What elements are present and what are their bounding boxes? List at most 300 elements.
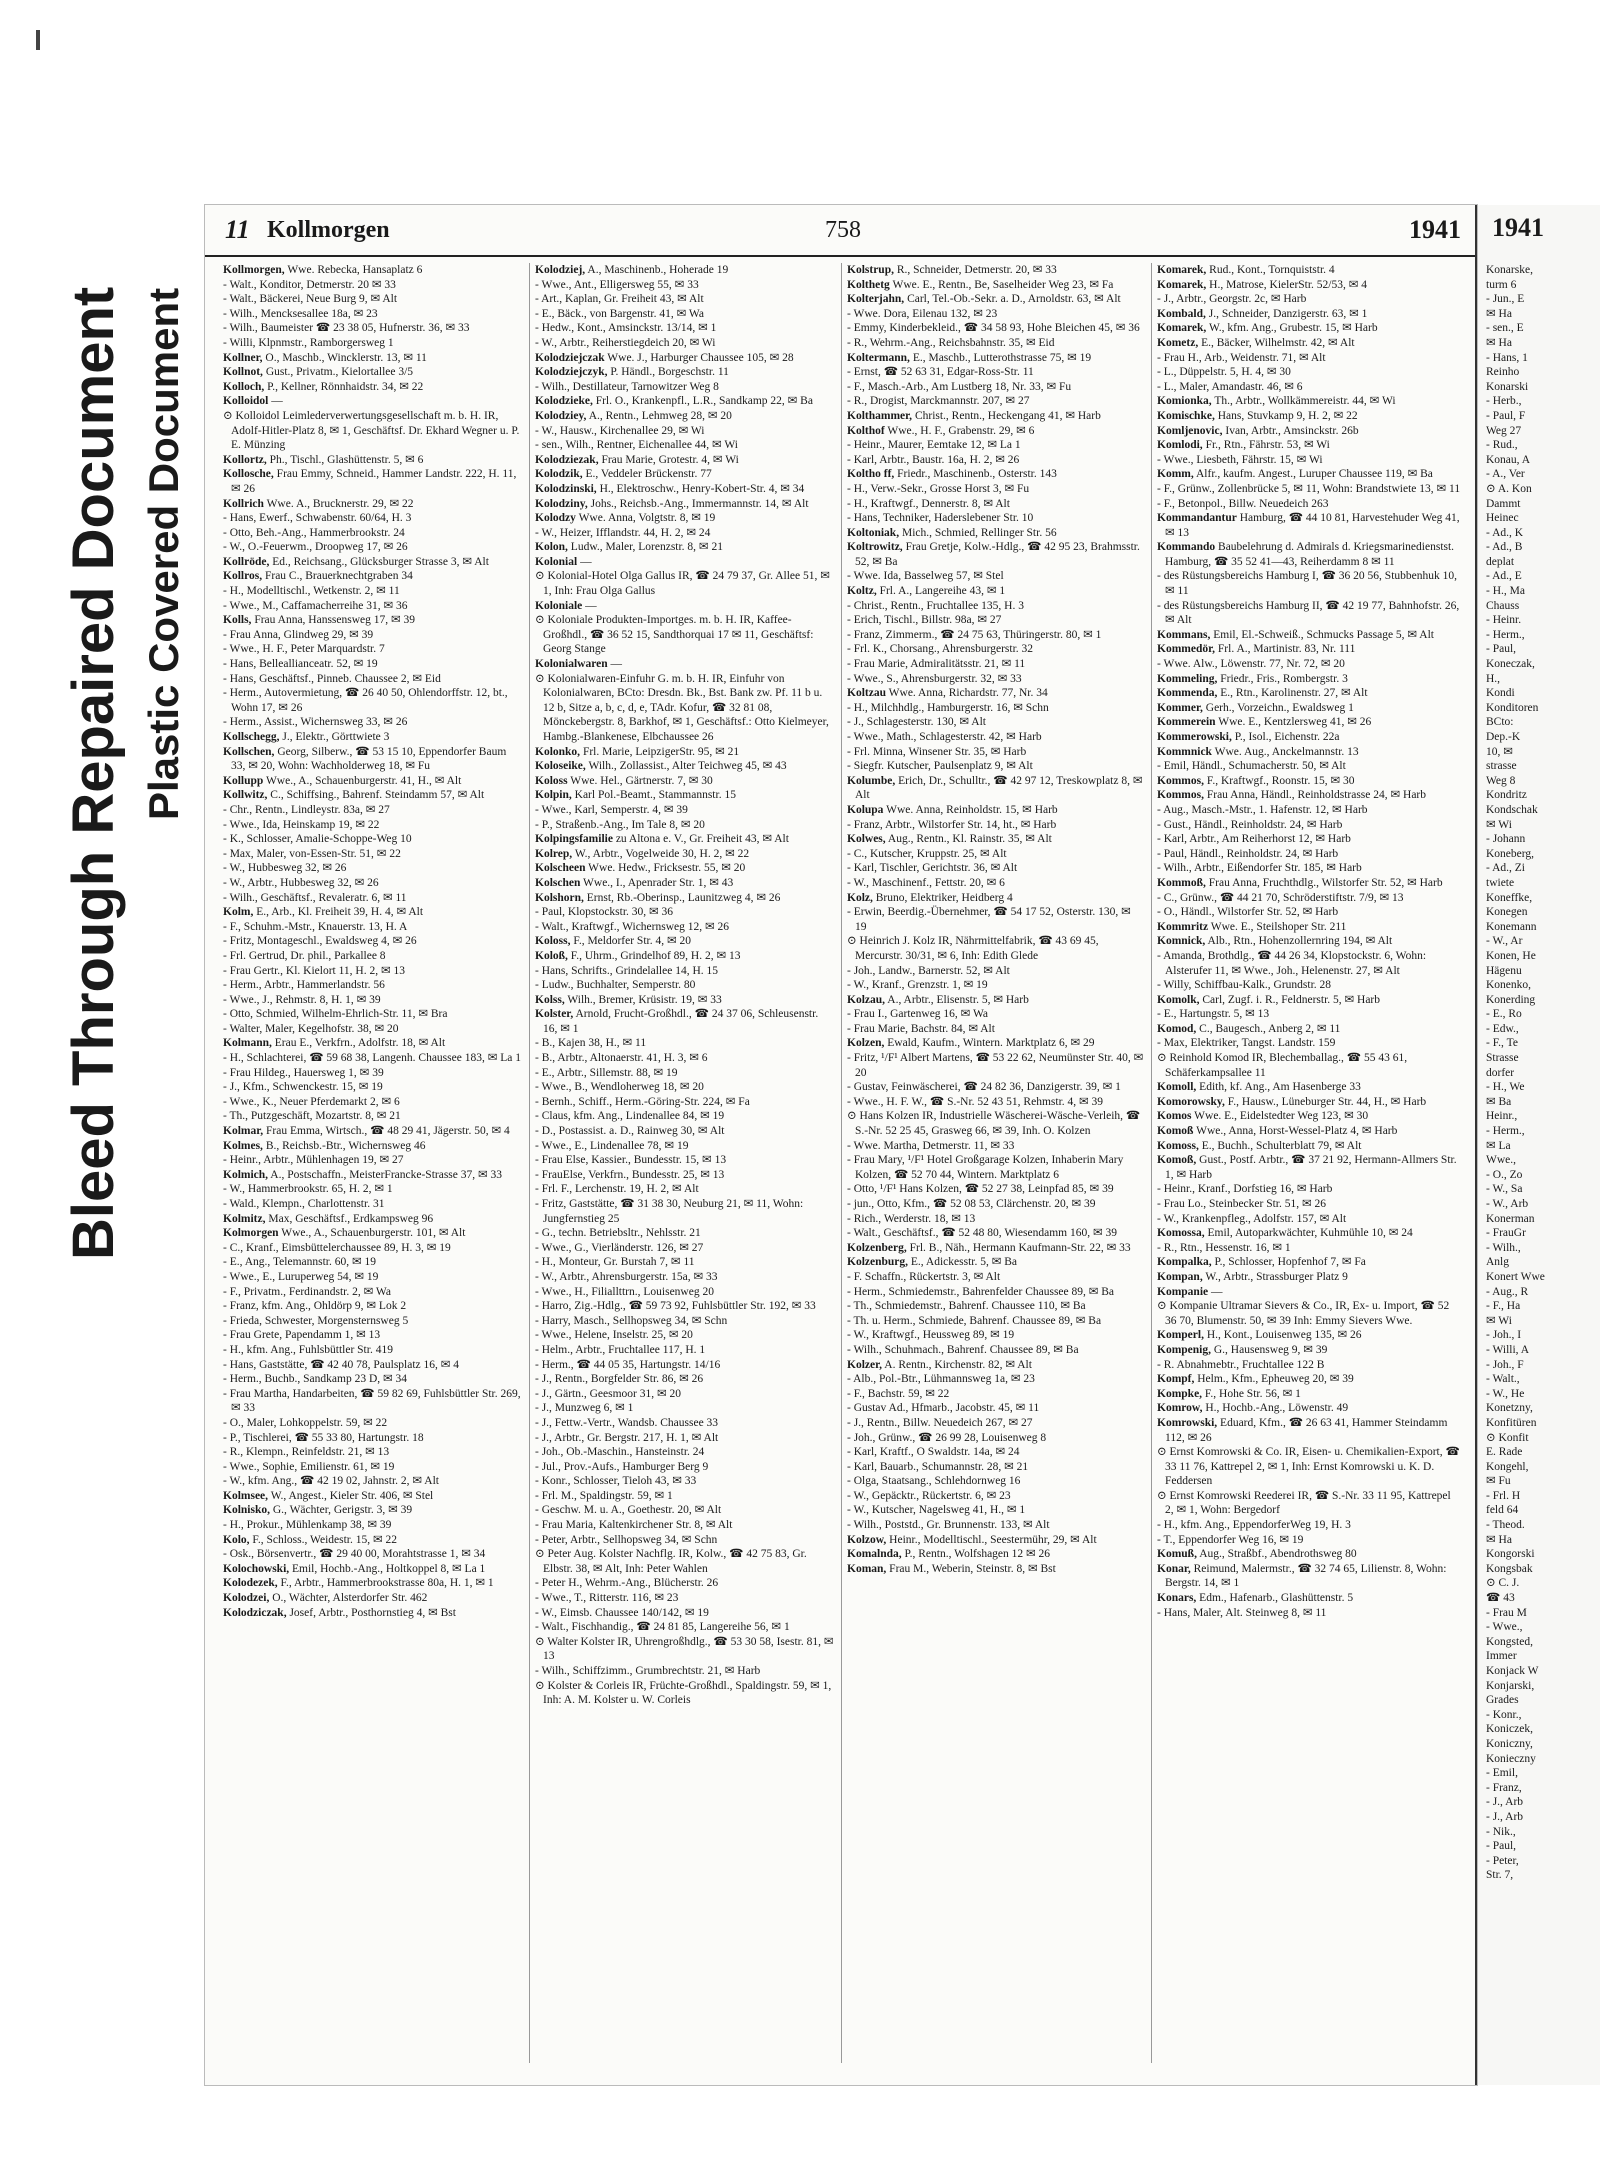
entry-details: ⊙ Koloniale Produkten-Importges. m. b. H. IR, Kaffee-Großhdl., ☎ 36 52 15, Sandthorquai 17 ✉ 11, Geschäftsf: Georg Stange: [535, 614, 814, 656]
directory-entry: [535, 424, 835, 439]
directory-entry: [223, 1606, 523, 1621]
entry-surname: Kollwitz,: [223, 789, 268, 802]
directory-entry: [535, 1007, 835, 1036]
entry-details: - F., Privatm., Ferdinandstr. 2, ✉ Wa: [223, 1285, 391, 1298]
entry-details: ⊙ Ernst Komrowski Reederei IR, ☎ S.-Nr. 33 11 95, Kattrepel 2, ✉ 1, Wohn: Bergedorf: [1157, 1489, 1451, 1517]
entry-details: - Karl, Tischler, Gerichtstr. 36, ✉ Alt: [847, 862, 1018, 875]
entry-details: P., Kellner, Rönnhaidstr. 34, ✉ 22: [267, 380, 424, 393]
entry-details: - Walter, Maler, Kegelhofstr. 38, ✉ 20: [223, 1022, 399, 1035]
entry-surname: Kolpin,: [535, 789, 572, 802]
entry-surname: Komnick,: [1157, 935, 1206, 948]
entry-details: R., Schneider, Detmerstr. 20, ✉ 33: [896, 264, 1057, 276]
directory-entry: [1157, 1124, 1462, 1139]
entry-details: —: [271, 395, 283, 408]
entry-surname: Kompan,: [1157, 1270, 1203, 1283]
entry-details: - F., Betonpol., Billw. Neuedeich 263: [1157, 497, 1329, 510]
directory-entry: [847, 1182, 1145, 1197]
directory-entry: [1157, 788, 1462, 803]
directory-entry: [1157, 642, 1462, 657]
entry-details: H., Matrose, KielerStr. 52/53, ✉ 4: [1209, 278, 1368, 291]
entry-details: Ivan, Arbtr., Amsinckstr. 26b: [1225, 424, 1359, 437]
entry-details: zu Altona e. V., Gr. Freiheit 43, ✉ Alt: [615, 833, 789, 846]
entry-details: ⊙ Ernst Komrowski & Co. IR, Eisen- u. Chemikalien-Export, ☎ 33 11 76, Kattrepel 2, ✉ 1, Inh: Ernst Komrowski u. K. D. Feddersen: [1157, 1446, 1460, 1488]
entry-details: Frau C., Brauerknechtgraben 34: [264, 570, 413, 583]
edge-entry: - O., Zo: [1486, 1168, 1523, 1181]
directory-entry: [847, 453, 1145, 468]
entry-surname: Kommnick: [1157, 745, 1212, 758]
entry-details: Wwe. Anna, Reinholdstr. 15, ✉ Harb: [886, 803, 1058, 816]
directory-entry: [1157, 745, 1462, 760]
directory-entry: [535, 511, 835, 526]
entry-surname: Kolochowski,: [223, 1562, 290, 1575]
directory-entry: [1157, 365, 1462, 380]
entry-surname: Kolz,: [847, 891, 873, 904]
directory-entry: [223, 876, 523, 891]
directory-entry: [535, 438, 835, 453]
directory-entry: [847, 905, 1145, 934]
directory-entry: [223, 1533, 523, 1548]
repair-notice: [0, 260, 230, 1310]
entry-details: - L., Maler, Amandastr. 46, ✉ 6: [1157, 380, 1303, 393]
edge-entry: Konau, A: [1486, 453, 1531, 466]
directory-entry: [223, 1489, 523, 1504]
directory-entry: [847, 774, 1145, 803]
edge-entry: Konerman: [1486, 1212, 1535, 1225]
directory-entry: [847, 1095, 1145, 1110]
entry-details: - Wwe., T., Ritterstr. 116, ✉ 23: [535, 1592, 679, 1605]
entry-surname: Komarek,: [1157, 264, 1207, 276]
edge-entry: - Jun., E: [1486, 293, 1525, 306]
directory-entry: [1157, 307, 1462, 322]
entry-details: - Ernst, ☎ 52 63 31, Edgar-Ross-Str. 11: [847, 366, 1034, 379]
header-year: 1941: [1409, 215, 1461, 244]
directory-entry: [847, 1285, 1145, 1300]
entry-details: A., Postschaffn., MeisterFrancke-Strasse 37, ✉ 33: [270, 1168, 503, 1181]
entry-details: - sen., Wilh., Rentner, Eichenallee 44, ✉ Wi: [535, 439, 738, 452]
entry-details: - Erwin, Beerdig.-Übernehmer, ☎ 54 17 52, Osterstr. 130, ✉ 19: [847, 906, 1131, 933]
entry-details: - Karl, Arbtr., Am Reiherhorst 12, ✉ Harb: [1157, 833, 1351, 846]
entry-details: Baubelehrung d. Admirals d. Kriegsmarinedienstst. Hamburg, ☎ 35 52 41—43, Reiherdamm 8 ✉ 11: [1165, 541, 1455, 568]
edge-entry: - Wwe.,: [1486, 1621, 1523, 1634]
directory-entry: [223, 584, 523, 599]
directory-entry: [847, 394, 1145, 409]
entry-details: - Herm., Arbtr., Hammerlandstr. 56: [223, 979, 385, 992]
entry-details: Wwe. Hedw., Fricksestr. 55, ✉ 20: [588, 862, 746, 875]
column-1: [223, 263, 523, 2063]
edge-entry: BCto:: [1486, 716, 1514, 729]
directory-entry: [847, 934, 1145, 963]
entry-surname: Kolzenburg,: [847, 1256, 909, 1269]
directory-entry: [223, 1358, 523, 1373]
directory-entry: [535, 1606, 835, 1621]
entry-details: E., Arb., Kl. Freiheit 39, H. 4, ✉ Alt: [256, 906, 424, 919]
entry-details: - Max, Maler, von-Essen-Str. 51, ✉ 22: [223, 847, 401, 860]
directory-entry: [223, 409, 523, 453]
entry-details: - Frau Gertr., Kl. Kielort 11, H. 2, ✉ 13: [223, 964, 406, 977]
entry-details: - W., Arbtr., Hubbesweg 32, ✉ 26: [223, 876, 379, 889]
edge-entry: - Emil,: [1486, 1767, 1518, 1780]
directory-entry: [223, 263, 523, 278]
directory-entry: [535, 278, 835, 293]
entry-surname: Komm,: [1157, 468, 1194, 481]
directory-entry: [223, 1576, 523, 1591]
directory-entry: [1157, 1270, 1462, 1285]
entry-surname: Kollschegg,: [223, 731, 280, 743]
entry-details: Rud., Kont., Tornquiststr. 4: [1209, 264, 1335, 276]
directory-entry: [847, 759, 1145, 774]
header-keyword: Kollmorgen: [267, 217, 390, 243]
entry-details: - Herm., Buchb., Sandkamp 23 D, ✉ 34: [223, 1373, 408, 1386]
directory-entry: [1157, 482, 1462, 497]
directory-entry: [1157, 1591, 1462, 1606]
edge-entry: Konetzny,: [1486, 1402, 1533, 1415]
entry-details: Wwe. Hel., Gärtnerstr. 7, ✉ 30: [570, 774, 713, 787]
entry-details: - J., Arbtr., Georgstr. 2c, ✉ Harb: [1157, 293, 1307, 306]
entry-details: - H., Monteur, Gr. Burstah 7, ✉ 11: [535, 1256, 695, 1269]
directory-entry: [535, 1401, 835, 1416]
edge-entry: - Herm.,: [1486, 1125, 1525, 1138]
edge-entry: Konen, He: [1486, 949, 1536, 962]
entry-surname: Kolloch,: [223, 380, 265, 393]
directory-entry: [535, 920, 835, 935]
edge-entry: Weg 27: [1486, 424, 1522, 437]
entry-details: - Claus, kfm. Ang., Lindenallee 84, ✉ 19: [535, 1110, 725, 1123]
entry-details: - Alb., Pol.-Btr., Lühmannsweg 1a, ✉ 23: [847, 1373, 1035, 1386]
directory-entry: [847, 1299, 1145, 1314]
entry-details: ⊙ Walter Kolster IR, Uhrengroßhdlg., ☎ 53 30 58, Isestr. 81, ✉ 13: [535, 1635, 834, 1663]
directory-entry: [535, 1066, 835, 1081]
edge-entry: turm 6: [1486, 278, 1517, 291]
entry-details: - F. Schaffn., Rückertstr. 3, ✉ Alt: [847, 1270, 1001, 1283]
entry-surname: Komalnda,: [847, 1548, 902, 1561]
entry-surname: Kombald,: [1157, 307, 1206, 320]
edge-entry: twiete: [1486, 876, 1515, 889]
entry-details: P., Schlosser, Hopfenhof 7, ✉ Fa: [1214, 1256, 1366, 1269]
directory-entry: [847, 832, 1145, 847]
directory-entry: [847, 1226, 1145, 1241]
directory-entry: [1157, 1387, 1462, 1402]
entry-details: - Frau Anna, Glindweg 29, ✉ 39: [223, 628, 374, 641]
directory-entry: [223, 832, 523, 847]
entry-details: O., Wächter, Alsterdorfer Str. 462: [272, 1592, 428, 1605]
entry-surname: Komrow,: [1157, 1402, 1203, 1415]
entry-surname: Kommandantur: [1157, 512, 1237, 525]
directory-entry: [535, 292, 835, 307]
directory-entry: [535, 497, 835, 512]
directory-entry: [1157, 292, 1462, 307]
directory-entry: [1157, 891, 1462, 906]
entry-details: - B., Kajen 38, H., ✉ 11: [535, 1037, 647, 1050]
directory-entry: [535, 1255, 835, 1270]
entry-surname: Kolodziey,: [535, 409, 587, 422]
entry-details: Reimund, Malermstr., ☎ 32 74 65, Lilienstr. 8, Wohn: Bergstr. 14, ✉ 1: [1165, 1562, 1447, 1590]
directory-entry: [535, 905, 835, 920]
directory-entry: [535, 1533, 835, 1548]
entry-details: - Hans, Maler, Alt. Steinweg 8, ✉ 11: [1157, 1606, 1327, 1619]
entry-details: Wwe., H. F., Grabenstr. 29, ✉ 6: [887, 424, 1035, 437]
edge-entry: Hägenu: [1486, 964, 1522, 977]
edge-entry: - F., Te: [1486, 1037, 1518, 1050]
directory-entry: [535, 949, 835, 964]
entry-details: - H., Prokur., Mühlenkamp 38, ✉ 39: [223, 1519, 392, 1532]
directory-entry: [223, 1518, 523, 1533]
edge-entry: Konarski: [1486, 380, 1529, 393]
entry-details: W., kfm. Ang., Grubestr. 15, ✉ Harb: [1208, 322, 1378, 335]
directory-entry: [223, 1270, 523, 1285]
entry-surname: Kollmorgen,: [223, 264, 285, 276]
entry-details: C., Baugesch., Anberg 2, ✉ 11: [1199, 1022, 1341, 1035]
entry-surname: Kolstrup,: [847, 264, 894, 276]
edge-entry: - J., Arb: [1486, 1810, 1524, 1823]
entry-surname: Kommerowski,: [1157, 731, 1232, 743]
entry-details: - L., Düppelstr. 5, H. 4, ✉ 30: [1157, 366, 1291, 379]
entry-details: - K., Schlosser, Amalie-Schoppe-Weg 10: [223, 833, 412, 846]
directory-entry: [223, 526, 523, 541]
directory-entry: [535, 1095, 835, 1110]
directory-entry: [847, 1022, 1145, 1037]
directory-entry: [1157, 1445, 1462, 1489]
entry-surname: Kolodziejczak: [535, 351, 605, 364]
entry-surname: Kollros,: [223, 570, 263, 583]
entry-surname: Kolodziej,: [535, 264, 586, 276]
entry-surname: Kolmich,: [223, 1168, 269, 1181]
entry-details: - Wilh., Schuhmach., Bahrenf. Chaussee 89, ✉ Ba: [847, 1343, 1079, 1356]
entry-details: Wilh., Bremer, Krüsistr. 19, ✉ 33: [567, 993, 722, 1006]
directory-entry: [535, 1226, 835, 1241]
entry-details: Frau Anna, Fruchthdlg., Wilstorfer Str. 52, ✉ Harb: [1208, 876, 1443, 889]
entry-details: Frau Emmy, Schneid., Hammer Landstr. 222, H. 11, ✉ 26: [231, 468, 517, 495]
directory-entry: [847, 292, 1145, 307]
directory-entry: [223, 1445, 523, 1460]
edge-entry: ✉ La: [1486, 1139, 1511, 1152]
entry-surname: Komossa,: [1157, 1227, 1205, 1240]
directory-entry: [847, 307, 1145, 322]
entry-surname: Komoß: [1157, 1125, 1194, 1138]
entry-details: ⊙ Kolster & Corleis IR, Früchte-Großhdl., Spaldingstr. 59, ✉ 1, Inh: A. M. Kolster u. W. Corleis: [535, 1679, 832, 1707]
directory-entry: [223, 1109, 523, 1124]
directory-entry: [223, 1182, 523, 1197]
entry-surname: Kolodziejczyk,: [535, 366, 608, 379]
directory-entry: [847, 584, 1145, 599]
directory-entry: [847, 1562, 1145, 1577]
entry-surname: Konar,: [1157, 1562, 1191, 1575]
entry-details: Frl. A., Martinistr. 83, Nr. 111: [1217, 643, 1356, 656]
entry-details: - Wwe., K., Neuer Pferdemarkt 2, ✉ 6: [223, 1095, 400, 1108]
entry-details: - Wwe., S., Ahrensburgerstr. 32, ✉ 33: [847, 672, 1022, 685]
entry-details: - Herm., Assist., Wichernsweg 33, ✉ 26: [223, 716, 408, 729]
edge-entry: Kondi: [1486, 687, 1515, 700]
edge-entry: Konenko,: [1486, 979, 1532, 992]
directory-entry: [535, 847, 835, 862]
entry-details: - Hans, Techniker, Haderslebener Str. 10: [847, 512, 1034, 525]
entry-surname: Kolterjahn,: [847, 293, 905, 306]
directory-entry: [223, 1387, 523, 1416]
directory-entry: [1157, 278, 1462, 293]
entry-surname: Kolodzei,: [223, 1592, 270, 1605]
directory-entry: [847, 1270, 1145, 1285]
edge-entry: Dep.-K: [1486, 731, 1521, 743]
directory-entry: [847, 876, 1145, 891]
directory-entry: [847, 1343, 1145, 1358]
directory-entry: [1157, 1139, 1462, 1154]
entry-surname: Komos: [1157, 1110, 1192, 1123]
entry-details: - Frl. Minna, Winsener Str. 35, ✉ Harb: [847, 745, 1027, 758]
edge-entry: - Joh., F: [1486, 1358, 1524, 1371]
edge-entry: Chauss: [1486, 599, 1520, 612]
entry-details: - W., Maschinenf., Fettstr. 20, ✉ 6: [847, 876, 1005, 889]
directory-entry: [847, 1153, 1145, 1182]
directory-entry: [535, 1547, 835, 1576]
entry-surname: Kompenig,: [1157, 1343, 1211, 1356]
directory-entry: [847, 1255, 1145, 1270]
edge-entry: - J., Arb: [1486, 1796, 1524, 1809]
entry-surname: Kolzow,: [847, 1533, 887, 1546]
entry-details: - Wilh., Baumeister ☎ 23 38 05, Hufnerstr. 36, ✉ 33: [223, 322, 470, 335]
entry-details: Wwe. E., Kentzlersweg 41, ✉ 26: [1218, 716, 1372, 729]
entry-surname: Kompke,: [1157, 1387, 1203, 1400]
entry-details: H., Kont., Louisenweg 135, ✉ 26: [1206, 1329, 1362, 1342]
directory-entry: [535, 555, 835, 570]
directory-entry: [1157, 1606, 1462, 1621]
directory-entry: [535, 1387, 835, 1402]
directory-entry: [535, 788, 835, 803]
entry-details: - Gustav, Feinwäscherei, ☎ 24 82 36, Danzigerstr. 39, ✉ 1: [847, 1081, 1121, 1094]
entry-surname: Kolmann,: [223, 1037, 272, 1050]
entry-details: Erich, Dr., Schulltr., ☎ 42 97 12, Treskowplatz 8, ✉ Alt: [855, 774, 1143, 802]
directory-entry: [847, 599, 1145, 614]
entry-surname: Kolls,: [223, 614, 252, 627]
column-divider: [841, 263, 842, 2063]
next-page-column: [1486, 263, 1596, 2053]
entry-details: P., Rentn., Wolfshagen 12 ✉ 26: [904, 1548, 1051, 1561]
entry-details: - Frau Marie, Admiralitätsstr. 21, ✉ 11: [847, 658, 1026, 671]
entry-details: - J., Schlagesterstr. 130, ✉ Alt: [847, 716, 986, 729]
entry-surname: Kollupp: [223, 774, 264, 787]
entry-details: Erau E., Verkfrn., Adolfstr. 18, ✉ Alt: [274, 1037, 446, 1050]
entry-details: - J., Rentn., Borgfelder Str. 86, ✉ 26: [535, 1373, 704, 1386]
edge-entry: - Johann: [1486, 833, 1526, 846]
entry-details: ⊙ Reinhold Komod IR, Blechemballag., ☎ 55 43 61, Schäferkampsallee 11: [1157, 1052, 1408, 1079]
entry-details: - Walt., Bäckerei, Neue Burg 9, ✉ Alt: [223, 293, 398, 306]
directory-entry: [535, 1241, 835, 1256]
entry-details: - Emil, Händl., Schumacherstr. 50, ✉ Alt: [1157, 760, 1346, 773]
directory-entry: [847, 745, 1145, 760]
directory-entry: [223, 1139, 523, 1154]
entry-details: —: [580, 555, 592, 568]
directory-entry: [223, 336, 523, 351]
entry-details: P., Isol., Eichenstr. 22a: [1234, 731, 1340, 743]
directory-entry: [847, 278, 1145, 293]
entry-details: Hans, Stuvkamp 9, H. 2, ✉ 22: [1217, 409, 1358, 422]
entry-details: - F., Schuhm.-Mstr., Knauerstr. 13, H. A: [223, 920, 408, 933]
edge-entry: E. Rade: [1486, 1446, 1523, 1459]
entry-details: - E., Ang., Telemannstr. 60, ✉ 19: [223, 1256, 376, 1269]
directory-entry: [847, 409, 1145, 424]
entry-details: - Karl, Bauarb., Schumannstr. 28, ✉ 21: [847, 1460, 1029, 1473]
directory-entry: [223, 730, 523, 745]
entry-details: - Frau Maria, Kaltenkirchener Str. 8, ✉ Alt: [535, 1519, 733, 1532]
entry-details: - Frl. Gertrud, Dr. phil., Parkallee 8: [223, 949, 386, 962]
header-rule: [205, 255, 1475, 257]
entry-details: - W., Hubbesweg 32, ✉ 26: [223, 862, 347, 875]
entry-details: - Fritz, Gaststätte, ☎ 31 38 30, Neuburg 21, ✉ 11, Wohn: Jungfernstieg 25: [535, 1198, 804, 1225]
directory-entry: [535, 876, 835, 891]
entry-surname: Komod,: [1157, 1022, 1197, 1035]
directory-entry: [1157, 1489, 1462, 1518]
directory-entry: [535, 1518, 835, 1533]
entry-details: - Peter, Arbtr., Sellhopsweg 34, ✉ Schn: [535, 1533, 718, 1546]
directory-entry: [535, 1182, 835, 1197]
edge-entry: ✉ Ba: [1486, 1095, 1512, 1108]
directory-entry: [847, 715, 1145, 730]
entry-details: - Wilh., Mencksesallee 18a, ✉ 23: [223, 307, 378, 320]
directory-entry: [847, 686, 1145, 701]
entry-details: - Wilh., Geschäftsf., Revaleratr. 6, ✉ 11: [223, 891, 407, 904]
entry-details: - Gust., Händl., Reinholdstr. 24, ✉ Harb: [1157, 818, 1343, 831]
directory-entry: [847, 482, 1145, 497]
entry-details: - J., Rentn., Billw. Neuedeich 267, ✉ 27: [847, 1416, 1033, 1429]
edge-entry: Koneczak,: [1486, 658, 1535, 671]
entry-details: - Geschw. M. u. A., Goethestr. 20, ✉ Alt: [535, 1504, 722, 1517]
entry-details: - Wwe., Liesbeth, Fährstr. 15, ✉ Wi: [1157, 453, 1323, 466]
directory-entry: [1157, 993, 1462, 1008]
entry-details: - Otto, Schmied, Wilhelm-Ehrlich-Str. 11, ✉ Bra: [223, 1008, 448, 1021]
entry-details: Arnold, Frucht-Großhdl., ☎ 24 37 06, Schleusenstr. 16, ✉ 1: [543, 1008, 819, 1035]
entry-details: - F., Grünw., Zollenbrücke 5, ✉ 11, Wohn: Brandstwiete 13, ✉ 11: [1157, 482, 1461, 495]
directory-entry: [223, 978, 523, 993]
entry-surname: Kommando: [1157, 541, 1216, 554]
entry-details: Wwe. J., Harburger Chaussee 105, ✉ 28: [607, 351, 794, 364]
edge-entry: Kongsbak: [1486, 1562, 1533, 1575]
entry-details: Aug., Rentn., Kl. Rainstr. 35, ✉ Alt: [887, 833, 1052, 846]
entry-details: - Wwe., E., Luruperweg 54, ✉ 19: [223, 1270, 379, 1283]
entry-details: Ph., Tischl., Glashüttenstr. 5, ✉ 6: [269, 453, 424, 466]
entry-details: - Otto, ¹/F¹ Hans Kolzen, ☎ 52 27 38, Leinpfad 85, ✉ 39: [847, 1183, 1114, 1196]
entry-surname: Koltoniak,: [847, 526, 900, 539]
directory-entry: [1157, 876, 1462, 891]
entry-details: Eduard, Kfm., ☎ 26 63 41, Hammer Steindamm 112, ✉ 26: [1165, 1416, 1448, 1444]
entry-surname: Kolonial: [535, 555, 578, 568]
directory-entry: [847, 1197, 1145, 1212]
entry-details: - C., Kranf., Eimsbüttelerchaussee 89, H. 3, ✉ 19: [223, 1241, 451, 1254]
directory-entry: [223, 1241, 523, 1256]
entry-details: - Wald., Klempn., Charlottenstr. 31: [223, 1198, 385, 1210]
entry-details: - Bernh., Schiff., Herm.-Göring-Str. 224, ✉ Fa: [535, 1095, 750, 1108]
directory-entry: [1157, 1022, 1462, 1037]
entry-details: - W., Arbtr., Reiherstiegdeich 20, ✉ Wi: [535, 336, 716, 349]
entry-surname: Komionka,: [1157, 395, 1212, 408]
edge-entry: - W., He: [1486, 1387, 1525, 1400]
entry-details: ⊙ Kolonialwaren-Einfuhr G. m. b. H. IR, Einfuhr von Kolonialwaren, BCto: Dresdn. Bk., Bst. Bank zw. Pf. 11 b u. 12 b, Sitze a, b, c, d, e, TAdr. Kofur, ☎ 32 81 08, Mönckebergstr. 8, Barkhof, ✉ 1, Geschäftsf.: Otto Kielmeyer, Hambg.-Blankenese, Elbchaussee 26: [535, 672, 829, 743]
entry-surname: Kollschen,: [223, 745, 275, 758]
entry-details: Wwe. A., Brucknerstr. 29, ✉ 22: [266, 497, 414, 510]
edge-entry: - Herb.,: [1486, 395, 1522, 408]
entry-details: - Hedw., Kont., Amsinckstr. 13/14, ✉ 1: [535, 322, 717, 335]
entry-surname: Kollosche,: [223, 468, 274, 481]
entry-details: H., Elektroschw., Henry-Kobert-Str. 4, ✉ 34: [599, 482, 805, 495]
column-3: [847, 263, 1145, 2063]
directory-entry: [1157, 1285, 1462, 1300]
directory-entry: [535, 774, 835, 789]
directory-entry: [1157, 628, 1462, 643]
edge-entry: Grades: [1486, 1694, 1519, 1707]
directory-entry: [223, 1255, 523, 1270]
entry-surname: Komarek,: [1157, 322, 1207, 335]
entry-details: Gust., Privatm., Kielortallee 3/5: [265, 366, 414, 379]
directory-entry: [223, 686, 523, 715]
entry-surname: Koloss,: [535, 935, 571, 948]
entry-details: - Frau Else, Kassier., Bundesstr. 15, ✉ 13: [535, 1154, 727, 1167]
